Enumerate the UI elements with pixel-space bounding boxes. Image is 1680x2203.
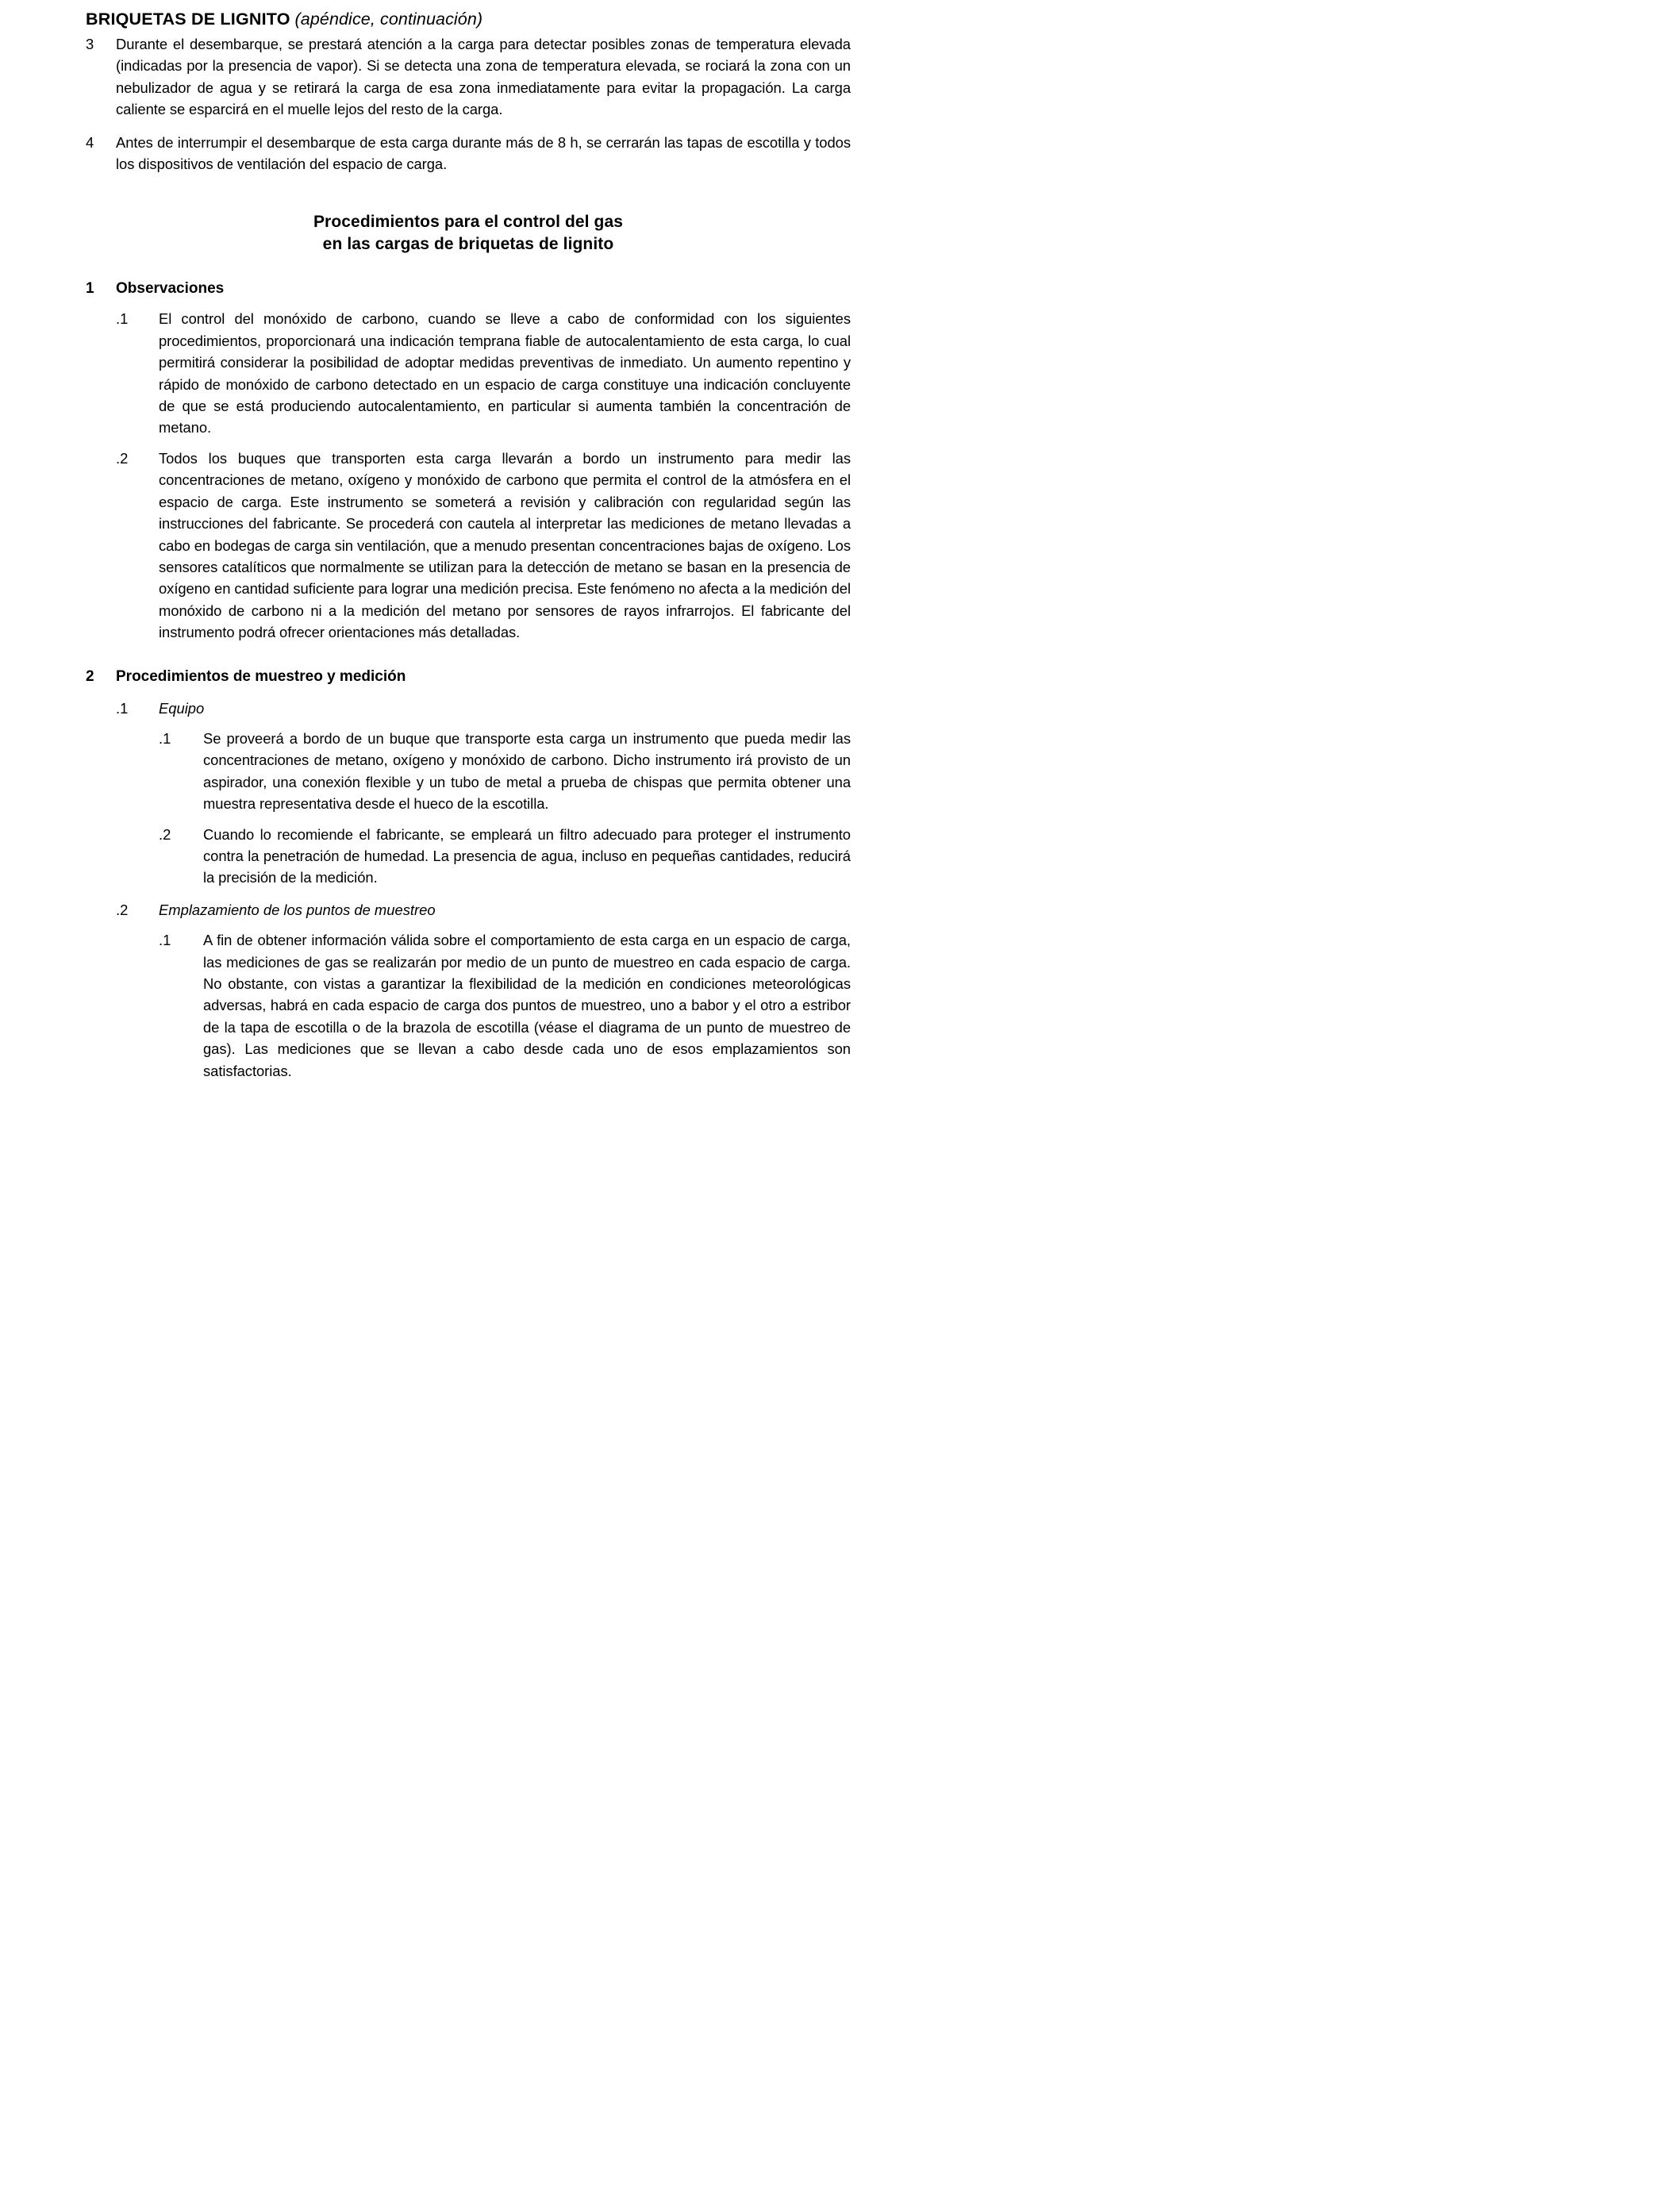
clause-3 [86, 33, 851, 121]
clause-3-marker: 3 [86, 36, 94, 52]
clause-4-text: Antes de interrumpir el desembarque de esta carga durante más de 8 h, se cerrarán las tapas de escotilla y todos los dispositivos de ventilación del espacio de carga. [116, 133, 851, 173]
section-title-line-1: Procedimientos para el control del gas [313, 213, 624, 232]
clause-4-marker: 4 [86, 133, 94, 151]
section-2-sub-2-heading-label: Emplazamiento de los puntos de muestreo [159, 901, 436, 918]
section-2-sub-2-marker: .2 [116, 901, 129, 918]
section-1-item-1-marker: .1 [116, 310, 129, 328]
section-1-heading [86, 278, 851, 299]
section-title [86, 211, 851, 256]
section-2-sub-2-item-1-marker: .1 [159, 932, 171, 949]
section-2-heading [86, 666, 851, 687]
section-2-sub-1-item-1-marker: .1 [159, 729, 171, 747]
section-2-sub-2-item-1 [86, 929, 851, 1082]
section-1-heading-label: Observaciones [116, 280, 225, 298]
clause-3-text: Durante el desembarque, se prestará atención a la carga para detectar posibles zonas de temperatura elevada (indicadas por la presencia de vapor). Si se detecta una zona de temperatura elevada, se rociará la zona con un nebulizador de agua y se retirará la carga de esa zona inmediatamente para evitar la propagación. La carga caliente se esparcirá en el muelle lejos del resto de la carga. [116, 36, 851, 118]
document-body [86, 33, 851, 1082]
section-2-sub-1-item-2-marker: .2 [159, 825, 171, 843]
section-2-sub-1-heading [86, 698, 851, 719]
document-page [0, 0, 936, 1228]
section-1-item-1-text: El control del monóxido de carbono, cuando se lleve a cabo de conformidad con los siguientes procedimientos, proporcionará una indicación temprana fiable de autocalentamiento de esta carga, lo cual permitirá considerar la posibilidad de adoptar medidas preventivas de inmediato. Un aumento repentino y rápido de monóxido de carbono detectado en un espacio de carga constituye una indicación concluyente de que se está produciendo autocalentamiento, en particular si aumenta también la concentración de metano. [159, 310, 851, 436]
section-1-item-1 [86, 308, 851, 438]
clause-4 [86, 132, 851, 175]
section-1-item-2 [86, 448, 851, 644]
section-1-item-2-marker: .2 [116, 449, 129, 467]
section-1-item-2-text: Todos los buques que transporten esta carga llevarán a bordo un instrumento para medir las concentraciones de metano, oxígeno y monóxido de carbono que permita el control de la atmósfera en el espacio de carga. Este instrumento se someterá a revisión y calibración con regularidad según las instrucciones del fabricante. Se procederá con cautela al interpretar las mediciones de metano llevadas a cabo en bodegas de carga sin ventilación, que a menudo presentan concentraciones bajas de oxígeno. Los sensores catalíticos que normalmente se utilizan para la detección de metano se basan en la presencia de oxígeno en cantidad suficiente para lograr una medición precisa. Este fenómeno no afecta a la medición del monóxido de carbono ni a la medición del metano por sensores de rayos infrarrojos. El fabricante del instrumento podrá ofrecer orientaciones más detalladas. [159, 449, 851, 641]
section-2-sub-2-heading [86, 899, 851, 921]
running-header-subtitle: (apéndice, continuación) [294, 10, 483, 29]
section-2-sub-2-item-1-text: A fin de obtener información válida sobre el comportamiento de esta carga en un espacio de carga, las mediciones de gas se realizarán por medio de un punto de muestreo en cada espacio de carga. No obstante, con vistas a garantizar la flexibilidad de la medición en condiciones meteorológicas adversas, habrá en cada espacio de carga dos puntos de muestreo, uno a babor y el otro a estribor de la tapa de escotilla o de la brazola de escotilla (véase el diagrama de un punto de muestreo de gas). Las mediciones que se llevan a cabo desde cada uno de esos emplazamientos son satisfactorias. [203, 932, 851, 1079]
section-2-sub-1-item-1 [86, 728, 851, 815]
section-2-sub-1-item-1-text: Se proveerá a bordo de un buque que transporte esta carga un instrumento que pueda medir las concentraciones de metano, oxígeno y monóxido de carbono. Dicho instrumento irá provisto de un aspirador, una conexión flexible y un tubo de metal a prueba de chispas que permita obtener una muestra representativa desde el hueco de la escotilla. [203, 729, 851, 813]
section-2-marker: 2 [86, 667, 94, 685]
section-2-sub-1-item-2-text: Cuando lo recomiende el fabricante, se empleará un filtro adecuado para proteger el instrumento contra la penetración de humedad. La presencia de agua, incluso en pequeñas cantidades, reducirá la precisión de la medición. [203, 825, 851, 886]
running-header [86, 10, 851, 30]
section-1-marker: 1 [86, 280, 94, 298]
section-2-sub-1-item-2 [86, 824, 851, 889]
section-2-sub-1-marker: .1 [116, 699, 129, 717]
running-header-title: BRIQUETAS DE LIGNITO [86, 10, 290, 29]
section-title-line-2: en las cargas de briquetas de lignito [322, 235, 614, 254]
section-2-heading-label: Procedimientos de muestreo y medición [116, 667, 406, 685]
section-2-sub-1-heading-label: Equipo [159, 699, 205, 717]
